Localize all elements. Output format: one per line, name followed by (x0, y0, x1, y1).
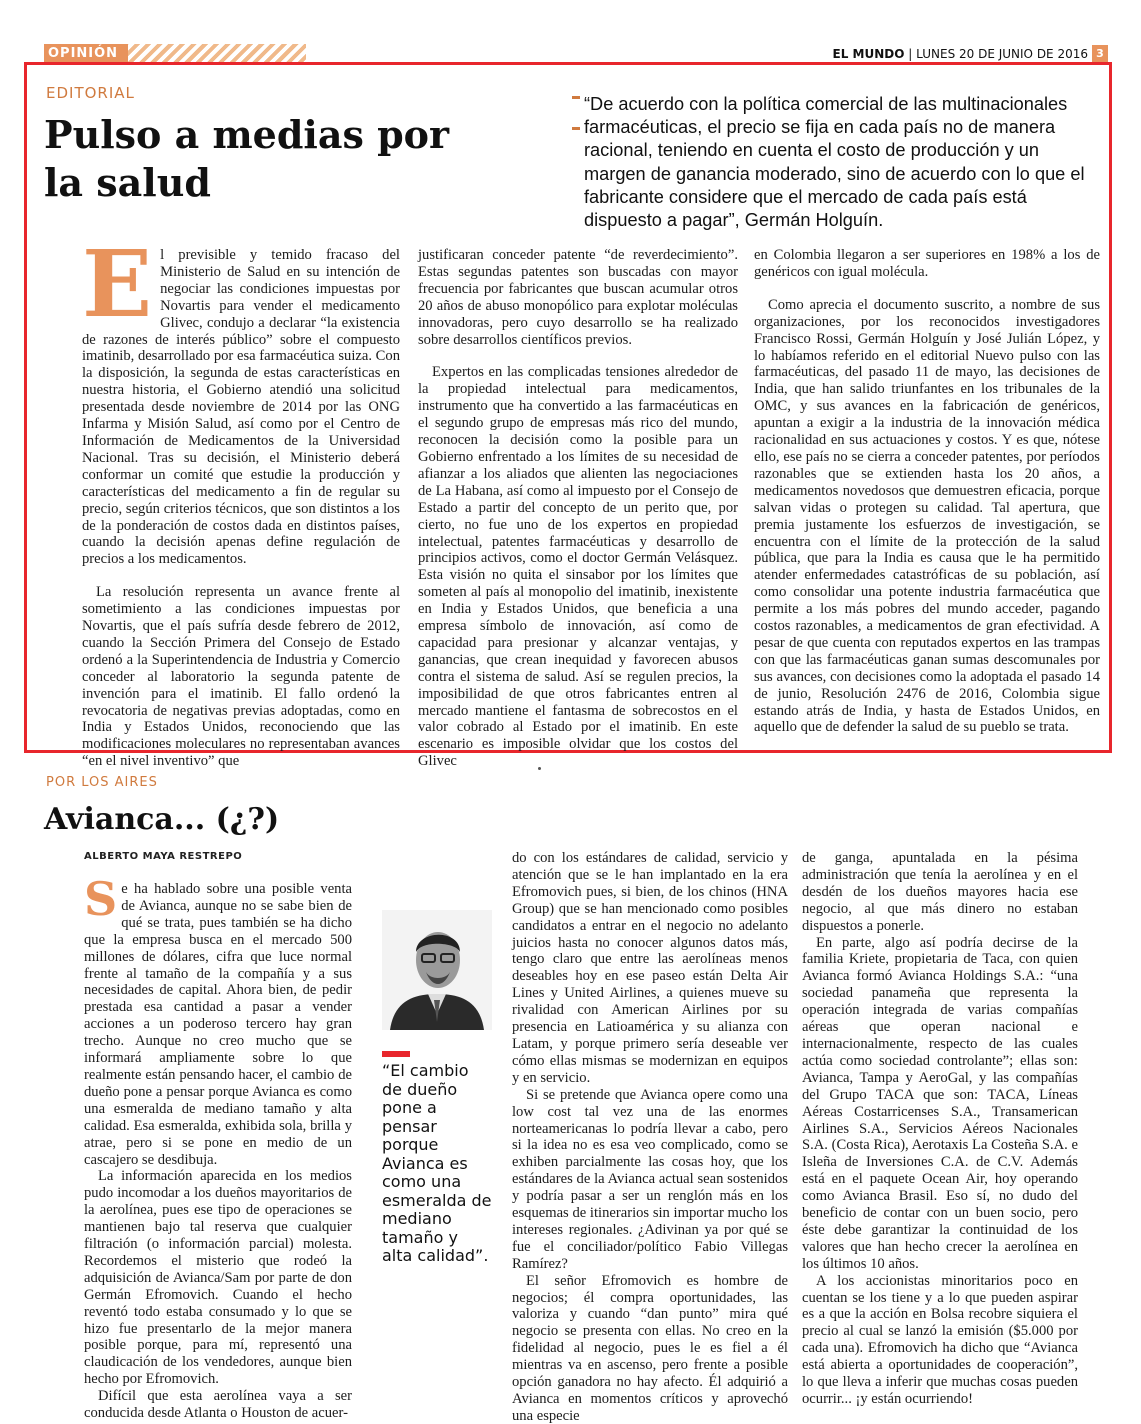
print-speck (538, 767, 541, 770)
author-photo (382, 910, 492, 1030)
page-number: 3 (1092, 45, 1108, 63)
paragraph: La información aparecida en los medios pudo incomodar a los dueños mayoritarios de la aerolínea, pues ese tipo de operaciones se mantienen bajo tal reserva que cualquier filtración (o información parcial) molesta. Recordemos el misterio que rodeó la adquisición de Avianca/Sam por parte de don Germán Efromovich. Cuando el hecho reventó todo estaba consumado y lo que se hizo fue presentarlo de la mejor manera posible porque, para mí, representó una claudicación de los vendedores, aunque bien hecho por Efromovich. (84, 1168, 352, 1388)
column-byline: ALBERTO MAYA RESTREPO (84, 851, 243, 862)
page-header (44, 44, 1108, 64)
paragraph: Como aprecia el documento suscrito, a nombre de sus organizaciones, por los reconocidos investigadores Francisco Rossi, Germán Holguín y José Julián López, y lo habíamos referido en el editorial Nuevo pulso con las farmacéuticas, del pasado 11 de mayo, las decisiones de India, que han salido triunfantes en los tribunales de la OMC, y sus avances en la fabricación de genéricos, apuntan a exigir a la industria de la innovación médica racionalidad en sus actuaciones y costos. Y es que, nótese ello, ese país no se cierra a conceder patentes, por períodos razonables que se extienden hasta los 20 años, a medicamentos novedosos que demuestren eficacia, porque salvan vidas o protegen su calidad. Tal apertura, que premia justamente los esfuerzos de investigación, se encuentra con el límite de la protección de la salud pública, que para la India es causa que le ha permitido atender enfermedades catastróficas de su población, así como consolidar una potente industria farmacéutica que permite a los más pobres del mundo acceder, pagando costos razonables, a medicamentos de gran efectividad. A pesar de que cuenta con reputados expertos en las trampas con que las farmacéuticas ganan sumas descomunales por sus avances, con decisiones como la adoptada el pasado 14 de junio, Resolución 2476 de 2016, Colombia sigue estando atrás de India, y hasta de Estados Unidos, en aquello que de defender la salud de su pueblo se trata. (754, 296, 1100, 736)
paragraph: justificaran conceder patente “de reverdecimiento”. Estas segundas patentes son buscadas con mayor frecuencia por fabricantes que buscan acumular otros 20 años de abuso monopólico para explotar moléculas innovadoras, pero cuyo desarrollo se ha realizado sobre desarrollos científicos previos. (418, 247, 738, 348)
editorial-column-2 (418, 247, 738, 770)
drop-cap: S (84, 872, 118, 926)
editorial-column-3 (754, 247, 1100, 736)
column-article-column-1 (84, 872, 352, 1422)
editorial-pull-quote: “De acuerdo con la política comercial de las multinacionales farmacéuticas, el precio se fija en cada país no de manera racional, teniendo en cuenta el costo de producción y un margen de ganancia moderado, sino de acuerdo con lo que el fabricante considere que el mercado de cada país está dispuesto a pagar”, Germán Holguín. (584, 94, 1085, 231)
paragraph: Expertos en las complicadas tensiones alrededor de la propiedad intelectual para medicamentos, instrumento que ha convertido a las farmacéuticas en el segundo grupo de empresas más rico del mundo, reconocen la decisión como la posible para un Gobierno enfrentado a los límites de su necesidad de afianzar a los aliados que alienten las negociaciones de La Habana, así como al impuesto por el Consejo de Estado a partir del concepto de un perito que, por cierto, no fue uno de los expertos en propiedad intelectual, patentes farmacéuticas y desarrollo de principios activos, como el doctor Germán Velásquez. Esta visión no quita el sinsabor por los límites que someten al país al monopolio del imatinib, inexistente en India y Estados Unidos, que beneficia a una empresa símbolo de innovación, así como de capacidad para presionar y alcanzar ventajas, y ganancias, que crean inequidad y favorecen abusos contra el sistema de salud. Así se regulen precios, la imposibilidad de que otros fabricantes entren al mercado mantiene el fantasma de sobrecostos en el valor cobrado al Estado por el imatinib. En este escenario es imposible olvidar que los costos del Glivec (418, 364, 738, 770)
paragraph: en Colombia llegaron a ser superiores en 198% a los de genéricos con igual molécula. (754, 247, 1100, 280)
column-headline: Avianca... (¿?) (44, 802, 280, 837)
drop-cap: E (82, 230, 153, 338)
quote-rule (382, 1051, 410, 1057)
editorial-column-1 (82, 230, 400, 770)
paragraph: Si se pretende que Avianca opere como una low cost tal vez una de las enormes norteamericanas lo podría llevar a cabo, pero si la idea no es esa veo complicado, como se exhiben parcialmente las cosas hoy, que los estándares de la Avianca actual sean sostenidos y podría pasar a ser un renglón más en los esquemas de itinerarios sin importar mucho los intereses regionales. ¿Adivinan ya por qué se fue el conciliador/político Fabio Villegas Ramírez? (512, 1086, 788, 1272)
editorial-kicker: EDITORIAL (46, 84, 135, 102)
masthead: EL MUNDO | LUNES 20 DE JUNIO DE 2016 (832, 47, 1088, 61)
section-label: OPINIÓN (44, 44, 128, 64)
editorial-headline: Pulso a medias por la salud (44, 112, 450, 205)
paragraph: de ganga, apuntalada en la pésima administración que tenía la aerolínea y en el desdén de los dueños mayores hacia ese negocio, al que más dinero no estaban dispuestos a ponerle. (802, 850, 1078, 934)
quote-rule (572, 96, 580, 130)
column-kicker: POR LOS AIRES (46, 775, 158, 790)
issue-date: LUNES 20 DE JUNIO DE 2016 (916, 47, 1088, 61)
column-article-column-3 (512, 850, 788, 1424)
paragraph: A los accionistas minoritarios poco en cuentan se los tiene y a lo que pueden aspirar es a que la acción en Bolsa recobre siquiera el precio al cual se lanzó la emisión ($5.000 por cada una). Efromovich ha dicho que “Avianca está abierta a oportunidades de cooperación”, lo que lleva a inferir que muchas cosas pueden ocurrir... ¡y están ocurriendo! (802, 1272, 1078, 1407)
column-article-column-4 (802, 850, 1078, 1408)
paragraph: En parte, algo así podría decirse de la familia Kriete, propietaria de Taca, con quien Avianca formó Avianca Holdings S.A.: “una sociedad panameña que representa la operación integrada de varias compañías aéreas que operan nacional e internacionalmente, respecto de las cuales actúa como sociedad controlante”; ellas son: Avianca, Tampa y AeroGal, y las compañías del Grupo TACA que son: TACA, Líneas Aéreas Costarricenses S.A., Transamerican Airlines S.A., Servicios Aéreos Nacionales S.A. (Costa Rica), Aerotaxis La Costeña S.A. e Isleña de Inversiones C.A. de C.V. Además está en el paquete Ocean Air, hoy operando como Avianca Brasil. Eso sí, no dudo del beneficio de contar con un buen socio, pero éste debe garantizar la continuidad de los valores que han hecho crecer la aerolínea en los últimos 10 años. (802, 934, 1078, 1272)
paragraph: Se ha hablado sobre una posible venta de Avianca, aunque no se sabe bien de qué se trata, pues también se ha dicho que la empresa busca en el mercado 500 millones de dólares, cifra que luce normal frente al tamaño de la compañía y a sus necesidades de capital. Ahora bien, de pedir prestada esa cantidad a pasar a vender acciones a un poderoso tercero hay gran trecho. Aunque no creo mucho que se informará ampliamente sobre lo que realmente están pensando hacer, el cambio de dueño pone a pensar porque Avianca es como una esmeralda de mediano tamaño y alta calidad. Esa esmeralda, exhibida sola, brilla y atrae, pero si se pone en medio de un cascajero se desdibuja. (84, 872, 352, 1168)
paragraph: El previsible y temido fracaso del Ministerio de Salud en su intención de negociar las condiciones impuestas por Novartis para vender el medicamento Glivec, condujo a declarar “la existencia de razones de interés público” sobre el compuesto imatinib, desarrollado por esa farmacéutica suiza. Con la disposición, la segunda de estas características en nuestra historia, el Gobierno atendió una solicitud presentada desde noviembre de 2014 por las ONG Infarma y Misión Salud, así como por el Centro de Información de Medicamentos de la Universidad Nacional. Tras su decisión, el Ministerio deberá conformar un comité que estudie la producción y características del medicamento a fin de regular su precio, según criterios técnicos, que son distintos a los de la ponderación de costos dada en distintos países, cuando la decisión apenas define regulación de precios a los medicamentos. (82, 230, 400, 568)
paragraph: El señor Efromovich es hombre de negocios; él compra oportunidades, las valoriza y cuando “dan punto” mira qué negocio se presenta con ellas. No creo en la fidelidad al negocio, pues le es fiel a él mientras va en ascenso, pero frente a posible opción ganadora no hay afecto. Él adquirió a Avianca en momentos críticos y aprovechó una especie (512, 1272, 788, 1424)
newspaper-name: EL MUNDO (832, 47, 905, 61)
paragraph: La resolución representa un avance frente al sometimiento a las condiciones impuestas por Novartis, que el país sufría desde febrero de 2012, cuando la Sección Primera del Consejo de Estado ordenó a la Superintendencia de Industria y Comercio conceder al laboratorio la segunda patente de invención para el imatinib. El fallo ordenó la revocatoria de negativas previas adoptadas, como en India y Estados Unidos, reconociendo que las modificaciones moleculares no representaban avances “en el nivel inventivo” que (82, 584, 400, 770)
author-portrait-icon (382, 910, 492, 1030)
paragraph: do con los estándares de calidad, servicio y atención que se le han implantado en la era Efromovich pues, si bien, de los chinos (HNA Group) que se han mencionado como posibles candidatos a entrar en el negocio no adelanto juicios hasta no conocer algunos datos más, tengo claro que entre las aerolíneas menos deseables hoy en ese paseo están Delta Air Lines y United Airlines, a quienes mueve su rivalidad con American Airlines por su presencia en Latioamérica y su alianza con Latam, y porque primero sería deseable ver cómo ellas mismas se modernizan en equipos y en servicio. (512, 850, 788, 1086)
paragraph: Difícil que esta aerolínea vaya a ser conducida desde Atlanta o Houston de acuer- (84, 1388, 352, 1422)
column-pull-quote: “El cambio de dueño pone a pensar porque Avianca es como una esmeralda de mediano tamaño y alta calidad”. (382, 1061, 492, 1265)
